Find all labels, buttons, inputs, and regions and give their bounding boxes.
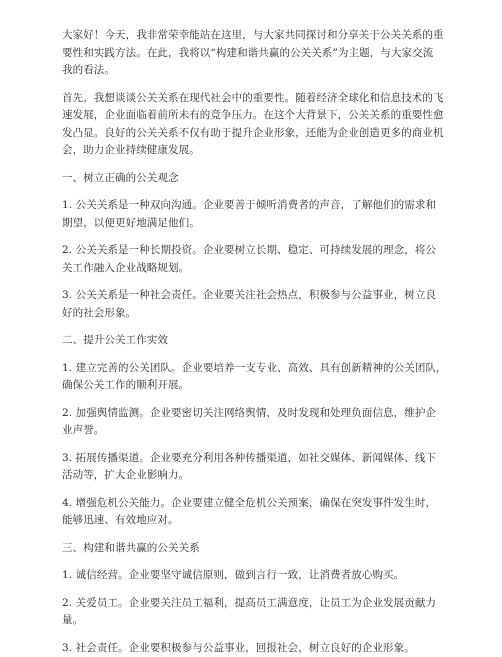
text-line: 1. 公关关系是一种双向沟通。企业要善于倾听消费者的声音，了解他们的需求和 [62,197,464,215]
paragraph [62,360,464,395]
text-line: 量。 [62,612,464,630]
text-line: 2. 关爱员工。企业要关注员工福利，提高员工满意度，让员工为企业发展贡献力 [62,595,464,613]
text-line: 三、构建和谐共赢的公关关系 [62,540,464,558]
paragraph [62,287,464,322]
text-line: 速发展，企业面临着前所未有的竞争压力。在这个大背景下，公关关系的重要性愈 [62,107,464,125]
text-line: 2. 公关关系是一种长期投资。企业要树立长期、稳定、可持续发展的理念，将公 [62,242,464,260]
text-line: 3. 社会责任。企业要积极参与公益事业，回报社会，树立良好的企业形象。 [62,640,464,657]
paragraph [62,405,464,440]
text-line: 发凸显。良好的公关关系不仅有助于提升企业形象，还能为企业创造更多的商业机 [62,125,464,143]
paragraph [62,197,464,232]
text-line: 能够迅速、有效地应对。 [62,512,464,530]
paragraph [62,495,464,530]
text-line: 大家好！今天，我非常荣幸能站在这里，与大家共同探讨和分享关于公关关系的重 [62,27,464,45]
text-line: 3. 公关关系是一种社会责任。企业要关注社会热点，积极参与公益事业，树立良 [62,287,464,305]
paragraph [62,595,464,630]
text-line: 会，助力企业持续健康发展。 [62,142,464,160]
text-line: 4. 增强危机公关能力。企业要建立健全危机公关预案，确保在突发事件发生时， [62,495,464,513]
text-line: 2. 加强舆情监测。企业要密切关注网络舆情，及时发现和处理负面信息，维护企 [62,405,464,423]
text-line: 3. 拓展传播渠道。企业要充分利用各种传播渠道，如社交媒体、新闻媒体、线下 [62,450,464,468]
text-line: 要性和实践方法。在此，我将以“构建和谐共赢的公关关系”为主题，与大家交流 [62,45,464,63]
text-line: 业声誉。 [62,422,464,440]
text-line: 一、树立正确的公关观念 [62,170,464,188]
text-line: 期望，以便更好地满足他们。 [62,215,464,233]
paragraph [62,567,464,585]
section-heading [62,170,464,188]
section-heading [62,540,464,558]
paragraph [62,90,464,160]
text-line: 活动等，扩大企业影响力。 [62,467,464,485]
text-line: 确保公关工作的顺利开展。 [62,377,464,395]
document-body [62,27,478,657]
text-line: 关工作融入企业战略规划。 [62,260,464,278]
paragraph [62,640,464,657]
paragraph [62,242,464,277]
text-line: 1. 建立完善的公关团队。企业要培养一支专业、高效、具有创新精神的公关团队， [62,360,464,378]
text-line: 我的看法。 [62,62,464,80]
text-line: 好的社会形象。 [62,305,464,323]
text-line: 二、提升公关工作实效 [62,332,464,350]
paragraph [62,27,464,80]
text-line: 首先，我想谈谈公关关系在现代社会中的重要性。随着经济全球化和信息技术的飞 [62,90,464,108]
paragraph [62,450,464,485]
section-heading [62,332,464,350]
text-line: 1. 诚信经营。企业要坚守诚信原则，做到言行一致，让消费者放心购买。 [62,567,464,585]
